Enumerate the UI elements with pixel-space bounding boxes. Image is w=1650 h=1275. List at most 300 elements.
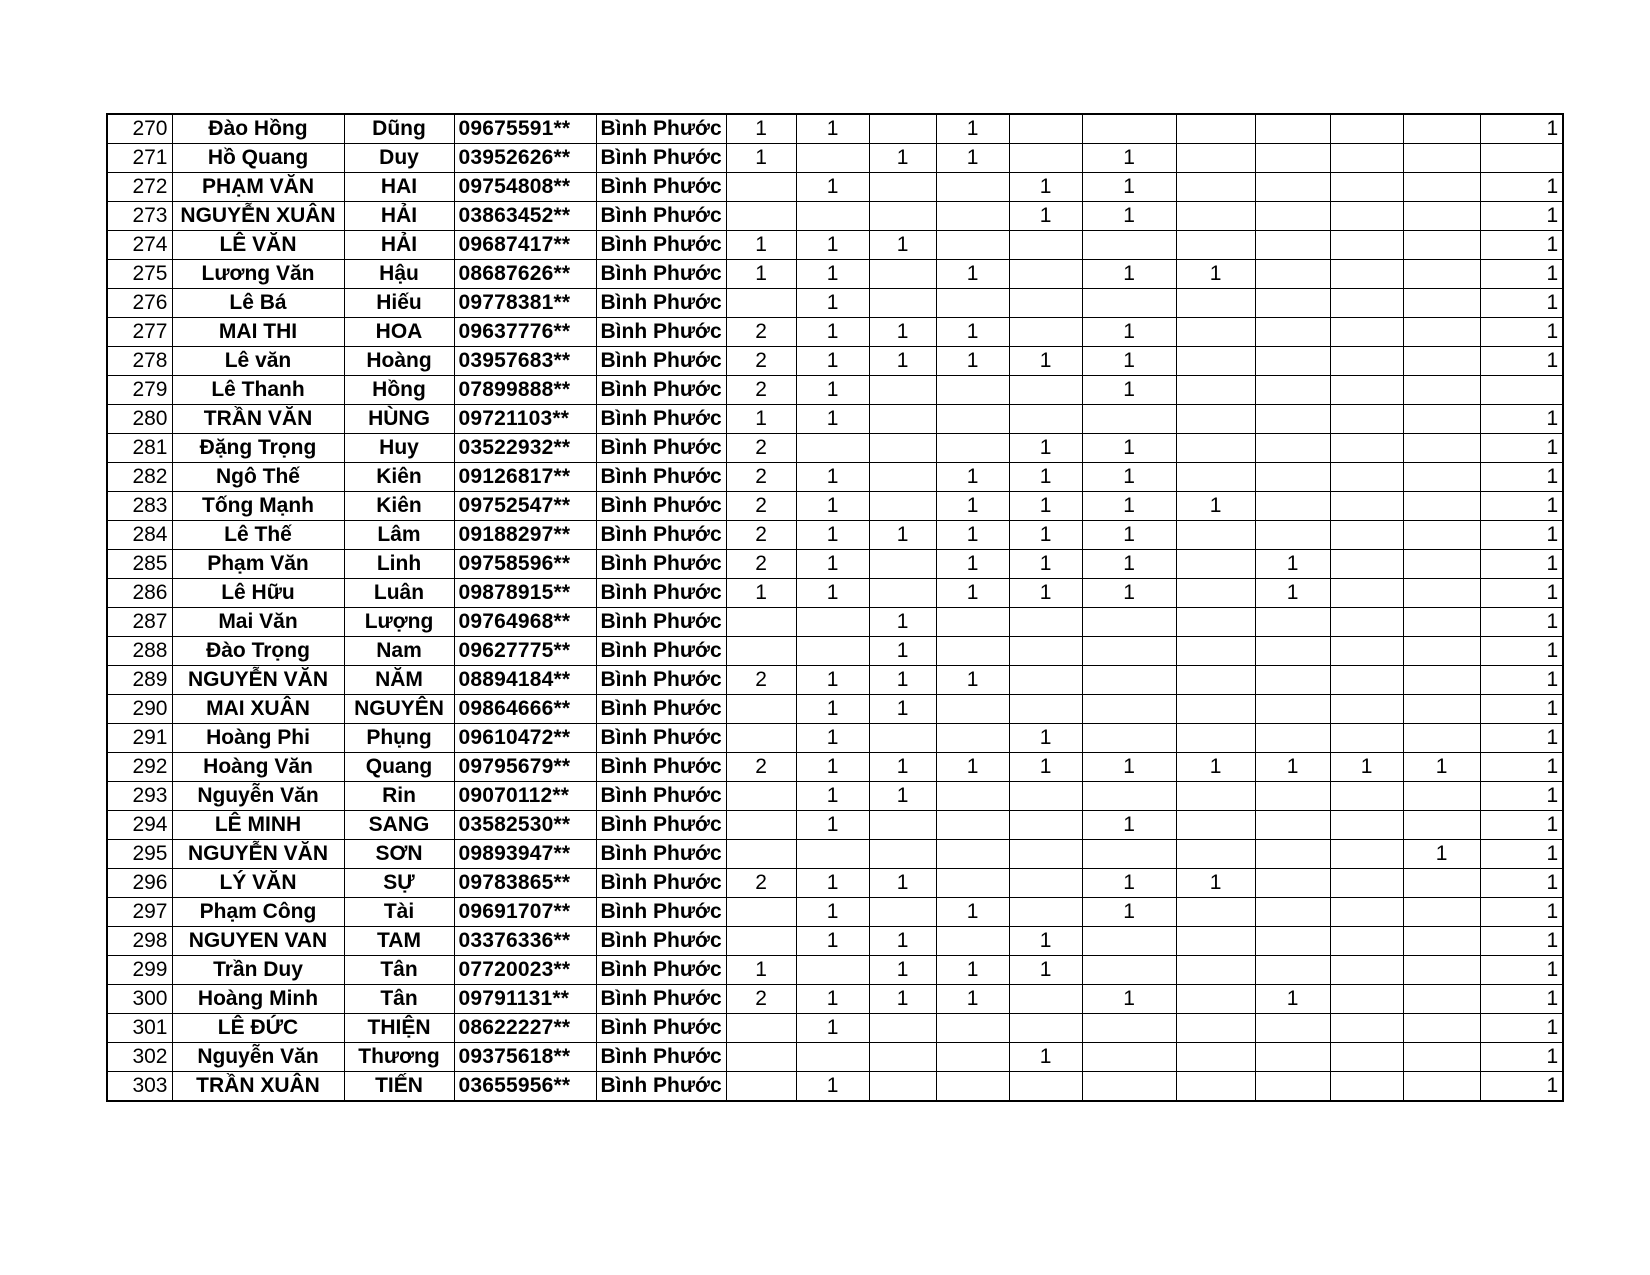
row-number-cell: 277 <box>107 318 172 347</box>
value-cell: 1 <box>1082 521 1176 550</box>
value-cell: 2 <box>726 492 796 521</box>
value-cell <box>726 1072 796 1102</box>
province-cell: Bình Phước <box>596 898 726 927</box>
phone-cell: 09375618** <box>454 1043 596 1072</box>
value-cell <box>1330 202 1403 231</box>
value-cell <box>1330 1043 1403 1072</box>
value-cell <box>726 840 796 869</box>
value-cell: 1 <box>796 666 869 695</box>
value-cell <box>936 202 1009 231</box>
value-cell: 1 <box>1009 463 1082 492</box>
value-cell: 1 <box>1403 753 1480 782</box>
value-cell <box>1403 521 1480 550</box>
province-cell: Bình Phước <box>596 202 726 231</box>
value-cell <box>936 637 1009 666</box>
value-cell <box>1082 637 1176 666</box>
value-cell: 1 <box>1480 695 1563 724</box>
table-row <box>107 985 1563 1014</box>
row-number-cell: 279 <box>107 376 172 405</box>
value-cell: 1 <box>1480 521 1563 550</box>
value-cell: 1 <box>1009 927 1082 956</box>
value-cell <box>1330 463 1403 492</box>
value-cell: 1 <box>869 956 936 985</box>
value-cell: 1 <box>1009 550 1082 579</box>
value-cell <box>1255 521 1330 550</box>
phone-cell: 09791131** <box>454 985 596 1014</box>
value-cell: 1 <box>869 637 936 666</box>
value-cell <box>1009 985 1082 1014</box>
value-cell <box>1330 173 1403 202</box>
province-cell: Bình Phước <box>596 434 726 463</box>
value-cell <box>1480 144 1563 173</box>
value-cell <box>1255 1072 1330 1102</box>
province-cell: Bình Phước <box>596 608 726 637</box>
row-number-cell: 274 <box>107 231 172 260</box>
province-cell: Bình Phước <box>596 260 726 289</box>
value-cell: 1 <box>1009 173 1082 202</box>
table-row <box>107 579 1563 608</box>
phone-cell: 03863452** <box>454 202 596 231</box>
row-number-cell: 290 <box>107 695 172 724</box>
value-cell <box>1082 782 1176 811</box>
value-cell <box>1082 289 1176 318</box>
phone-cell: 09754808** <box>454 173 596 202</box>
value-cell: 1 <box>796 579 869 608</box>
value-cell <box>869 405 936 434</box>
surname-cell: MAI XUÂN <box>172 695 344 724</box>
given-name-cell: HÙNG <box>344 405 454 434</box>
value-cell <box>1330 811 1403 840</box>
row-number-cell: 296 <box>107 869 172 898</box>
given-name-cell: Quang <box>344 753 454 782</box>
value-cell <box>726 1043 796 1072</box>
surname-cell: LÊ ĐỨC <box>172 1014 344 1043</box>
province-cell: Bình Phước <box>596 840 726 869</box>
value-cell <box>1330 114 1403 144</box>
value-cell <box>1403 724 1480 753</box>
phone-cell: 09627775** <box>454 637 596 666</box>
row-number-cell: 275 <box>107 260 172 289</box>
value-cell: 1 <box>936 898 1009 927</box>
value-cell: 1 <box>869 695 936 724</box>
value-cell <box>936 1072 1009 1102</box>
value-cell <box>936 724 1009 753</box>
given-name-cell: THIỆN <box>344 1014 454 1043</box>
value-cell: 1 <box>869 347 936 376</box>
province-cell: Bình Phước <box>596 956 726 985</box>
value-cell <box>726 811 796 840</box>
value-cell <box>1403 434 1480 463</box>
province-cell: Bình Phước <box>596 492 726 521</box>
given-name-cell: HAI <box>344 173 454 202</box>
value-cell: 2 <box>726 347 796 376</box>
table-row <box>107 405 1563 434</box>
row-number-cell: 281 <box>107 434 172 463</box>
value-cell <box>1176 898 1255 927</box>
table-row <box>107 637 1563 666</box>
given-name-cell: SƠN <box>344 840 454 869</box>
value-cell <box>1082 1014 1176 1043</box>
value-cell <box>1403 695 1480 724</box>
province-cell: Bình Phước <box>596 695 726 724</box>
value-cell <box>796 840 869 869</box>
value-cell <box>1403 1072 1480 1102</box>
table-row <box>107 434 1563 463</box>
value-cell: 1 <box>869 608 936 637</box>
row-number-cell: 294 <box>107 811 172 840</box>
value-cell: 1 <box>1480 579 1563 608</box>
province-cell: Bình Phước <box>596 521 726 550</box>
value-cell: 1 <box>936 956 1009 985</box>
value-cell <box>936 695 1009 724</box>
value-cell <box>869 492 936 521</box>
table-row <box>107 289 1563 318</box>
value-cell <box>1176 608 1255 637</box>
value-cell: 2 <box>726 753 796 782</box>
value-cell <box>1082 114 1176 144</box>
value-cell: 1 <box>1480 811 1563 840</box>
value-cell: 1 <box>1009 434 1082 463</box>
value-cell: 1 <box>1480 608 1563 637</box>
value-cell: 1 <box>1255 579 1330 608</box>
given-name-cell: HẢI <box>344 202 454 231</box>
value-cell <box>936 1014 1009 1043</box>
value-cell <box>1009 1014 1082 1043</box>
phone-cell: 09687417** <box>454 231 596 260</box>
value-cell: 1 <box>796 985 869 1014</box>
value-cell <box>936 231 1009 260</box>
surname-cell: Tống Mạnh <box>172 492 344 521</box>
surname-cell: PHẠM VĂN <box>172 173 344 202</box>
province-cell: Bình Phước <box>596 144 726 173</box>
value-cell <box>1330 579 1403 608</box>
surname-cell: Lê Bá <box>172 289 344 318</box>
value-cell <box>1255 405 1330 434</box>
value-cell <box>1082 1072 1176 1102</box>
value-cell: 1 <box>1480 637 1563 666</box>
surname-cell: NGUYEN VAN <box>172 927 344 956</box>
value-cell <box>1330 869 1403 898</box>
value-cell: 1 <box>1082 260 1176 289</box>
value-cell <box>1403 202 1480 231</box>
table-row <box>107 1014 1563 1043</box>
value-cell <box>1176 289 1255 318</box>
value-cell <box>1255 898 1330 927</box>
value-cell <box>796 608 869 637</box>
given-name-cell: Dũng <box>344 114 454 144</box>
value-cell: 1 <box>869 753 936 782</box>
province-cell: Bình Phước <box>596 318 726 347</box>
value-cell: 1 <box>1176 869 1255 898</box>
value-cell <box>1009 1072 1082 1102</box>
value-cell <box>1176 144 1255 173</box>
value-cell: 1 <box>1480 1043 1563 1072</box>
value-cell: 1 <box>936 347 1009 376</box>
value-cell: 1 <box>796 521 869 550</box>
row-number-cell: 301 <box>107 1014 172 1043</box>
value-cell: 1 <box>1480 434 1563 463</box>
given-name-cell: TAM <box>344 927 454 956</box>
value-cell: 1 <box>796 695 869 724</box>
value-cell <box>1082 405 1176 434</box>
given-name-cell: SANG <box>344 811 454 840</box>
value-cell <box>726 202 796 231</box>
surname-cell: Ngô Thế <box>172 463 344 492</box>
value-cell <box>869 811 936 840</box>
phone-cell: 09864666** <box>454 695 596 724</box>
surname-cell: Đặng Trọng <box>172 434 344 463</box>
value-cell: 2 <box>726 463 796 492</box>
value-cell: 1 <box>796 289 869 318</box>
value-cell <box>936 869 1009 898</box>
value-cell <box>1009 840 1082 869</box>
value-cell <box>1403 637 1480 666</box>
value-cell: 1 <box>796 260 869 289</box>
province-cell: Bình Phước <box>596 231 726 260</box>
value-cell <box>1330 637 1403 666</box>
value-cell: 1 <box>869 927 936 956</box>
value-cell <box>1176 202 1255 231</box>
value-cell: 2 <box>726 666 796 695</box>
value-cell <box>796 637 869 666</box>
value-cell: 1 <box>936 144 1009 173</box>
value-cell: 1 <box>796 927 869 956</box>
value-cell: 1 <box>796 1072 869 1102</box>
given-name-cell: Hiếu <box>344 289 454 318</box>
surname-cell: Lê Thế <box>172 521 344 550</box>
value-cell <box>1176 521 1255 550</box>
value-cell: 1 <box>796 173 869 202</box>
value-cell <box>869 550 936 579</box>
value-cell <box>1255 782 1330 811</box>
table-row <box>107 724 1563 753</box>
surname-cell: Phạm Công <box>172 898 344 927</box>
given-name-cell: Lượng <box>344 608 454 637</box>
value-cell <box>1403 260 1480 289</box>
value-cell <box>1176 173 1255 202</box>
province-cell: Bình Phước <box>596 1072 726 1102</box>
value-cell: 1 <box>1255 985 1330 1014</box>
value-cell <box>936 608 1009 637</box>
value-cell: 1 <box>1480 173 1563 202</box>
value-cell <box>1082 608 1176 637</box>
value-cell: 1 <box>936 463 1009 492</box>
value-cell <box>1403 550 1480 579</box>
row-number-cell: 303 <box>107 1072 172 1102</box>
value-cell: 1 <box>796 492 869 521</box>
value-cell <box>1009 811 1082 840</box>
value-cell: 2 <box>726 521 796 550</box>
row-number-cell: 291 <box>107 724 172 753</box>
value-cell <box>1255 637 1330 666</box>
value-cell <box>726 289 796 318</box>
value-cell <box>1255 492 1330 521</box>
value-cell <box>1403 1014 1480 1043</box>
value-cell <box>1403 666 1480 695</box>
given-name-cell: Hậu <box>344 260 454 289</box>
value-cell <box>726 637 796 666</box>
value-cell: 1 <box>1480 927 1563 956</box>
value-cell: 1 <box>1009 521 1082 550</box>
phone-cell: 09188297** <box>454 521 596 550</box>
table-row <box>107 144 1563 173</box>
value-cell: 1 <box>796 114 869 144</box>
value-cell: 1 <box>726 260 796 289</box>
phone-cell: 03952626** <box>454 144 596 173</box>
value-cell <box>869 898 936 927</box>
value-cell <box>869 376 936 405</box>
value-cell <box>1480 376 1563 405</box>
phone-cell: 08894184** <box>454 666 596 695</box>
value-cell: 1 <box>869 318 936 347</box>
value-cell <box>1330 550 1403 579</box>
value-cell <box>1009 318 1082 347</box>
row-number-cell: 289 <box>107 666 172 695</box>
value-cell <box>796 1043 869 1072</box>
value-cell: 1 <box>1009 956 1082 985</box>
value-cell <box>1176 840 1255 869</box>
value-cell: 1 <box>796 753 869 782</box>
province-cell: Bình Phước <box>596 550 726 579</box>
value-cell <box>1255 289 1330 318</box>
value-cell: 1 <box>1176 492 1255 521</box>
value-cell: 1 <box>1082 898 1176 927</box>
surname-cell: LÊ MINH <box>172 811 344 840</box>
phone-cell: 09675591** <box>454 114 596 144</box>
value-cell <box>1255 927 1330 956</box>
province-cell: Bình Phước <box>596 782 726 811</box>
value-cell <box>1330 898 1403 927</box>
phone-cell: 09778381** <box>454 289 596 318</box>
row-number-cell: 273 <box>107 202 172 231</box>
value-cell <box>726 927 796 956</box>
value-cell: 1 <box>1082 753 1176 782</box>
given-name-cell: Nam <box>344 637 454 666</box>
row-number-cell: 272 <box>107 173 172 202</box>
value-cell <box>1176 1043 1255 1072</box>
given-name-cell: Duy <box>344 144 454 173</box>
value-cell <box>936 289 1009 318</box>
value-cell: 1 <box>1480 1072 1563 1102</box>
value-cell <box>869 289 936 318</box>
surname-cell: Lê Hữu <box>172 579 344 608</box>
given-name-cell: Tân <box>344 956 454 985</box>
row-number-cell: 280 <box>107 405 172 434</box>
province-cell: Bình Phước <box>596 1043 726 1072</box>
value-cell: 2 <box>726 985 796 1014</box>
surname-cell: LÊ VĂN <box>172 231 344 260</box>
value-cell <box>1009 869 1082 898</box>
value-cell: 1 <box>1082 811 1176 840</box>
value-cell: 1 <box>936 260 1009 289</box>
row-number-cell: 278 <box>107 347 172 376</box>
table-row <box>107 231 1563 260</box>
table-row <box>107 376 1563 405</box>
value-cell <box>1330 231 1403 260</box>
row-number-cell: 287 <box>107 608 172 637</box>
surname-cell: Hoàng Minh <box>172 985 344 1014</box>
surname-cell: Đào Hồng <box>172 114 344 144</box>
phone-cell: 03376336** <box>454 927 596 956</box>
phone-cell: 09764968** <box>454 608 596 637</box>
value-cell <box>1255 695 1330 724</box>
value-cell <box>1403 492 1480 521</box>
value-cell: 2 <box>726 434 796 463</box>
given-name-cell: NĂM <box>344 666 454 695</box>
phone-cell: 03957683** <box>454 347 596 376</box>
province-cell: Bình Phước <box>596 405 726 434</box>
phone-cell: 03522932** <box>454 434 596 463</box>
table-row <box>107 463 1563 492</box>
phone-cell: 08622227** <box>454 1014 596 1043</box>
value-cell: 1 <box>1480 724 1563 753</box>
value-cell <box>1403 289 1480 318</box>
value-cell: 1 <box>1082 985 1176 1014</box>
value-cell <box>796 956 869 985</box>
value-cell <box>1255 376 1330 405</box>
province-cell: Bình Phước <box>596 666 726 695</box>
value-cell: 1 <box>1480 898 1563 927</box>
given-name-cell: Thương <box>344 1043 454 1072</box>
value-cell <box>1176 695 1255 724</box>
value-cell: 1 <box>726 114 796 144</box>
given-name-cell: Hoàng <box>344 347 454 376</box>
row-number-cell: 283 <box>107 492 172 521</box>
value-cell <box>1330 608 1403 637</box>
surname-cell: Lương Văn <box>172 260 344 289</box>
value-cell <box>1255 956 1330 985</box>
value-cell <box>1176 550 1255 579</box>
phone-cell: 09637776** <box>454 318 596 347</box>
value-cell <box>1330 724 1403 753</box>
surname-cell: Phạm Văn <box>172 550 344 579</box>
value-cell: 1 <box>1009 1043 1082 1072</box>
surname-cell: TRẦN VĂN <box>172 405 344 434</box>
value-cell <box>1176 434 1255 463</box>
value-cell <box>869 579 936 608</box>
table-row <box>107 1043 1563 1072</box>
table-row <box>107 956 1563 985</box>
table-row <box>107 1072 1563 1102</box>
value-cell <box>1176 376 1255 405</box>
surname-cell: Hoàng Phi <box>172 724 344 753</box>
value-cell <box>1403 463 1480 492</box>
value-cell <box>1403 985 1480 1014</box>
value-cell: 1 <box>936 579 1009 608</box>
value-cell: 1 <box>796 898 869 927</box>
value-cell: 1 <box>1403 840 1480 869</box>
value-cell: 1 <box>1082 434 1176 463</box>
value-cell: 1 <box>1082 579 1176 608</box>
row-number-cell: 295 <box>107 840 172 869</box>
row-number-cell: 299 <box>107 956 172 985</box>
row-number-cell: 292 <box>107 753 172 782</box>
value-cell <box>1009 637 1082 666</box>
value-cell <box>1176 956 1255 985</box>
value-cell: 1 <box>1330 753 1403 782</box>
value-cell <box>796 434 869 463</box>
value-cell: 1 <box>936 492 1009 521</box>
given-name-cell: SỰ <box>344 869 454 898</box>
table-row <box>107 521 1563 550</box>
value-cell <box>1255 318 1330 347</box>
value-cell <box>1009 376 1082 405</box>
value-cell: 1 <box>1082 550 1176 579</box>
value-cell <box>1176 927 1255 956</box>
value-cell <box>1255 1014 1330 1043</box>
row-number-cell: 288 <box>107 637 172 666</box>
value-cell <box>869 173 936 202</box>
